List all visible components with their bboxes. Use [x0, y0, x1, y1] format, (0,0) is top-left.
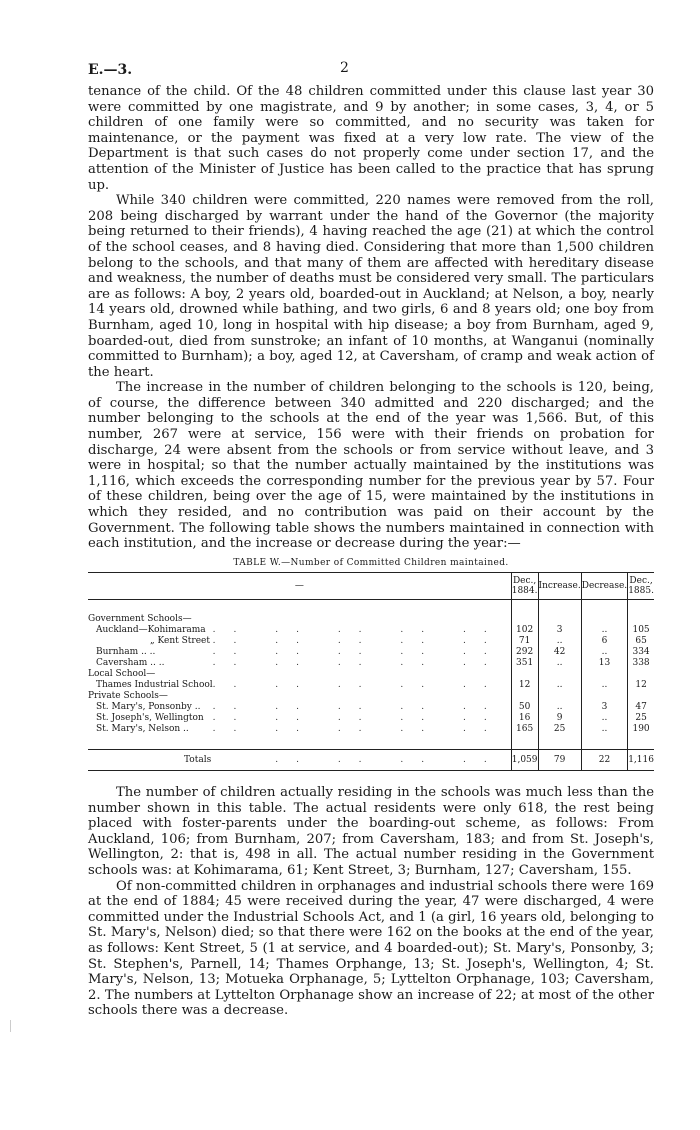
table-row — [88, 713, 654, 724]
table-cell — [538, 669, 581, 680]
page-reference: E.—3. — [88, 62, 133, 78]
table-cell — [581, 669, 627, 680]
row-label: Auckland—Kohimarama .. .. .. .. .. — [96, 625, 505, 635]
table-cell: 71 — [511, 636, 538, 647]
row-label: Local School— — [88, 669, 156, 679]
table-cell: .. — [581, 680, 627, 691]
table-cell — [538, 691, 581, 702]
table-cell: .. — [581, 647, 627, 658]
body-text-top — [88, 84, 654, 552]
table-cell: 47 — [628, 702, 654, 713]
table-cell: 105 — [628, 625, 654, 636]
totals-cell: 22 — [581, 750, 627, 771]
row-label: St. Mary's, Ponsonby .. .. .. .. .. .. — [96, 702, 505, 712]
table-cell — [538, 614, 581, 625]
paragraph: The number of children actually residing in the schools was much less than the number shown in this table. The actual residents were only 618, the rest being placed with foster-parents under the boarding-out scheme, as follows: From Auckland, 106; from Burnham, 207; from Caversham, 183; and from St. Joseph's, Wellington, 2: that is, 498 in all. The actual number residing in the Government schools was: at Kohimarama, 61; Kent Street, 3; Burnham, 127; Caversham, 155. — [88, 785, 654, 878]
table-header-cell: Dec., 1884. — [511, 573, 538, 600]
table-cell: 6 — [581, 636, 627, 647]
table-cell: 50 — [511, 702, 538, 713]
table-header-row — [88, 573, 654, 600]
paragraph: tenance of the child. Of the 48 children committed under this clause last year 30 were committed by one magistrate, and 9 by another; in some cases, 3, 4, or 5 children of one family were so committed, and no security was taken for maintenance, or the payment was fixed at a very low rate. The view of the Department is that such cases do not properly come under section 17, and the attention of the Minister of Justice has been called to the practice that has sprung up. — [88, 84, 654, 193]
totals-cell: 1,116 — [628, 750, 654, 771]
table-header-cell: Dec., 1885. — [628, 573, 654, 600]
table-cell — [511, 691, 538, 702]
table-cell: .. — [581, 625, 627, 636]
table-cell: 165 — [511, 724, 538, 735]
table-cell: 13 — [581, 658, 627, 669]
table-cell — [511, 614, 538, 625]
table-row — [88, 680, 654, 691]
table-cell: 12 — [628, 680, 654, 691]
table-cell — [581, 614, 627, 625]
table-cell — [628, 669, 654, 680]
table-cell: 338 — [628, 658, 654, 669]
row-label: Thames Industrial School .. .. .. .. .. — [96, 680, 505, 690]
table-cell: 16 — [511, 713, 538, 724]
table-cell: 12 — [511, 680, 538, 691]
paragraph: While 340 children were committed, 220 names were removed from the roll, 208 being discharged by warrant under the hand of the Governor (the majority being returned to their friends), 4 having reached the age (21) at which the control of the school ceases, and 8 having died. Considering that more than 1,500 children belong to the schools, and that many of them are affected with hereditary disease and weakness, the number of deaths must be considered very small. The particulars are as follows: A boy, 2 years old, boarded-out in Auckland; at Nelson, a boy, nearly 14 years old, drowned while bathing, and two girls, 6 and 8 years old; one boy from Burnham, aged 10, long in hospital with hip disease; a boy from Burnham, aged 9, boarded-out, died from sunstroke; an infant of 10 months, at Wanganui (nominally committed to Burnham); a boy, aged 12, at Caversham, of cramp and weak action of the heart. — [88, 193, 654, 380]
table-cell: .. — [581, 713, 627, 724]
table-row — [88, 647, 654, 658]
row-label: St. Mary's, Nelson .. .. .. .. .. .. — [96, 724, 505, 734]
margin-mark — [10, 1020, 11, 1032]
table-cell: .. — [538, 658, 581, 669]
page-number: 2 — [340, 60, 349, 76]
table-cell: 3 — [538, 625, 581, 636]
row-label: Private Schools— — [88, 691, 168, 701]
table-cell: 65 — [628, 636, 654, 647]
body-text-bottom — [88, 785, 654, 1019]
table-cell — [628, 691, 654, 702]
table-cell: 3 — [581, 702, 627, 713]
table-cell: 25 — [628, 713, 654, 724]
totals-cell: 1,059 — [511, 750, 538, 771]
table-cell — [628, 614, 654, 625]
totals-label: Totals .. .. .. .. — [88, 750, 511, 771]
row-label: Government Schools— — [88, 614, 192, 624]
row-label: Burnham .. .. .. .. .. .. .. — [96, 647, 505, 657]
table-cell: .. — [538, 680, 581, 691]
table-header-cell: Increase. — [538, 573, 581, 600]
table-cell: 42 — [538, 647, 581, 658]
table-cell: .. — [538, 702, 581, 713]
table-header-cell: — — [88, 573, 511, 600]
row-label: „ Kent Street .. .. .. .. .. — [150, 636, 505, 646]
row-label: Caversham .. .. .. .. .. .. .. — [96, 658, 505, 668]
table-header-cell: Decrease. — [581, 573, 627, 600]
table-row — [88, 625, 654, 636]
totals-cell: 79 — [538, 750, 581, 771]
table-row — [88, 702, 654, 713]
table-row — [88, 636, 654, 647]
row-label: St. Joseph's, Wellington .. .. .. .. .. — [96, 713, 505, 723]
table-cell: 334 — [628, 647, 654, 658]
table-cell: 351 — [511, 658, 538, 669]
table-cell: 190 — [628, 724, 654, 735]
table-row — [88, 724, 654, 735]
table-row — [88, 669, 654, 680]
table-row — [88, 658, 654, 669]
table-cell: 9 — [538, 713, 581, 724]
table-cell: 292 — [511, 647, 538, 658]
table-row — [88, 691, 654, 702]
table-cell: .. — [581, 724, 627, 735]
totals-row — [88, 750, 654, 771]
table-cell: 25 — [538, 724, 581, 735]
paragraph: The increase in the number of children belonging to the schools is 120, being, of course, the difference between 340 admitted and 220 discharged; and the number belonging to the schools at the end of the year was 1,566. But, of this number, 267 were at service, 156 were with their friends on probation for discharge, 24 were absent from the schools or from service without leave, and 3 were in hospital; so that the number actually maintained by the institutions was 1,116, which exceeds the corresponding number for the previous year by 57. Four of these children, being over the age of 15, were maintained by the institutions in which they resided, and no contribution was paid on their account by the Government. The following table shows the numbers maintained in connection with each institution, and the increase or decrease during the year:— — [88, 380, 654, 552]
table-cell: .. — [538, 636, 581, 647]
table-cell: 102 — [511, 625, 538, 636]
table-title: TABLE W.—Number of Committed Children maintained. — [233, 558, 509, 568]
table-row — [88, 614, 654, 625]
table-cell — [511, 669, 538, 680]
table-cell — [581, 691, 627, 702]
paragraph: Of non-committed children in orphanages and industrial schools there were 169 at the end of 1884; 45 were received during the year, 47 were discharged, 4 were committed under the Industrial Schools Act, and 1 (a girl, 16 years old, belonging to St. Mary's, Nelson) died; so that there were 162 on the books at the end of the year, as follows: Kent Street, 5 (1 at service, and 4 boarded-out); St. Mary's, Ponsonby, 3; St. Stephen's, Parnell, 14; Thames Orphange, 13; St. Joseph's, Wellington, 4; St. Mary's, Nelson, 13; Motueka Orphanage, 5; Lyttelton Orphanage, 103; Caversham, 2. The numbers at Lyttelton Orphanage show an increase of 22; at most of the other schools there was a decrease. — [88, 878, 654, 1019]
